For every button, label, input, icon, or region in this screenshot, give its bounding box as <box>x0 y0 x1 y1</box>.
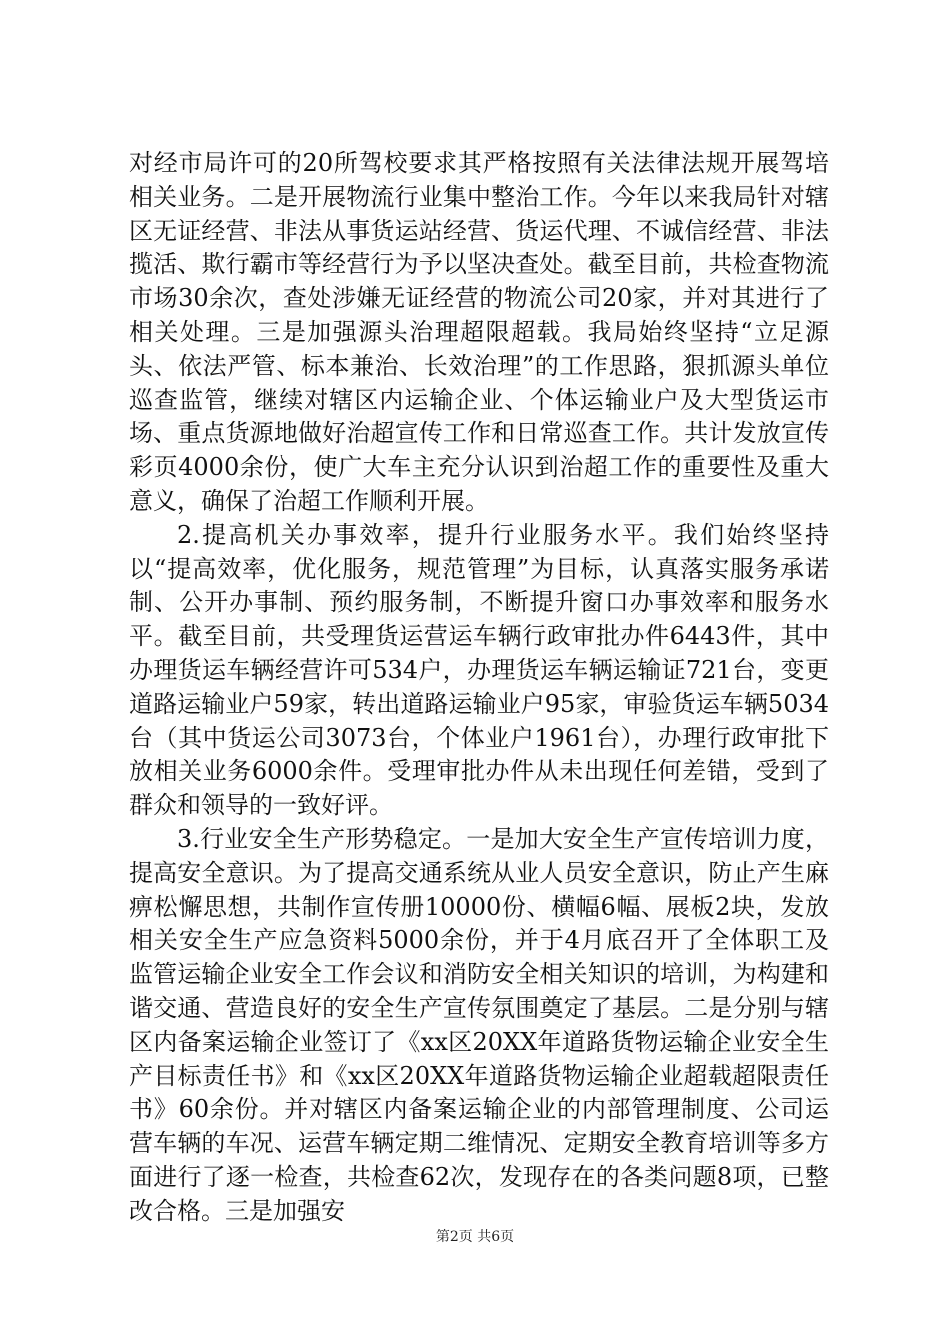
paragraph-3: 3.行业安全生产形势稳定。一是加大安全生产宣传培训力度，提高安全意识。为了提高交通系统从业人员安全意识，防止产生麻痹松懈思想，共制作宣传册10000份、横幅6幅、展板2块，发放相关安全生产应急资料5000余份，并于4月底召开了全体职工及监管运输企业安全工作会议和消防安全相关知识的培训，为构建和谐交通、营造良好的安全生产宣传氛围奠定了基层。二是分别与辖区内备案运输企业签订了《xx区20XX年道路货物运输企业安全生产目标责任书》和《xx区20XX年道路货物运输企业超载超限责任书》60余份。并对辖区内备案运输企业的内部管理制度、公司运营车辆的车况、运营车辆定期二维情况、定期安全教育培训等多方面进行了逐一检查，共检查62次，发现存在的各类问题8项，已整改合格。三是加强安 <box>129 824 829 1225</box>
paragraph-1: 对经市局许可的20所驾校要求其严格按照有关法律法规开展驾培相关业务。二是开展物流行业集中整治工作。今年以来我局针对辖区无证经营、非法从事货运站经营、货运代理、不诚信经营、非法揽活、欺行霸市等经营行为予以坚决查处。截至目前，共检查物流市场30余次，查处涉嫌无证经营的物流公司20家，并对其进行了相关处理。三是加强源头治理超限超载。我局始终坚持“立足源头、依法严管、标本兼治、长效治理”的工作思路，狠抓源头单位巡查监管，继续对辖区内运输企业、个体运输业户及大型货运市场、重点货源地做好治超宣传工作和日常巡查工作。共计发放宣传彩页4000余份，使广大车主充分认识到治超工作的重要性及重大意义，确保了治超工作顺利开展。 <box>129 149 829 515</box>
page-number-footer: 第2页 共6页 <box>435 1229 515 1245</box>
document-body <box>129 147 829 1229</box>
paragraph-2: 2.提高机关办事效率，提升行业服务水平。我们始终坚持以“提高效率，优化服务，规范管理”为目标，认真落实服务承诺制、公开办事制、预约服务制，不断提升窗口办事效率和服务水平。截至目前，共受理货运营运车辆行政审批办件6443件，其中办理货运车辆经营许可534户，办理货运车辆运输证721台，变更道路运输业户59家，转出道路运输业户95家，审验货运车辆5034台（其中货运公司3073台，个体业户1961台），办理行政审批下放相关业务6000余件。受理审批办件从未出现任何差错，受到了群众和领导的一致好评。 <box>129 520 829 820</box>
